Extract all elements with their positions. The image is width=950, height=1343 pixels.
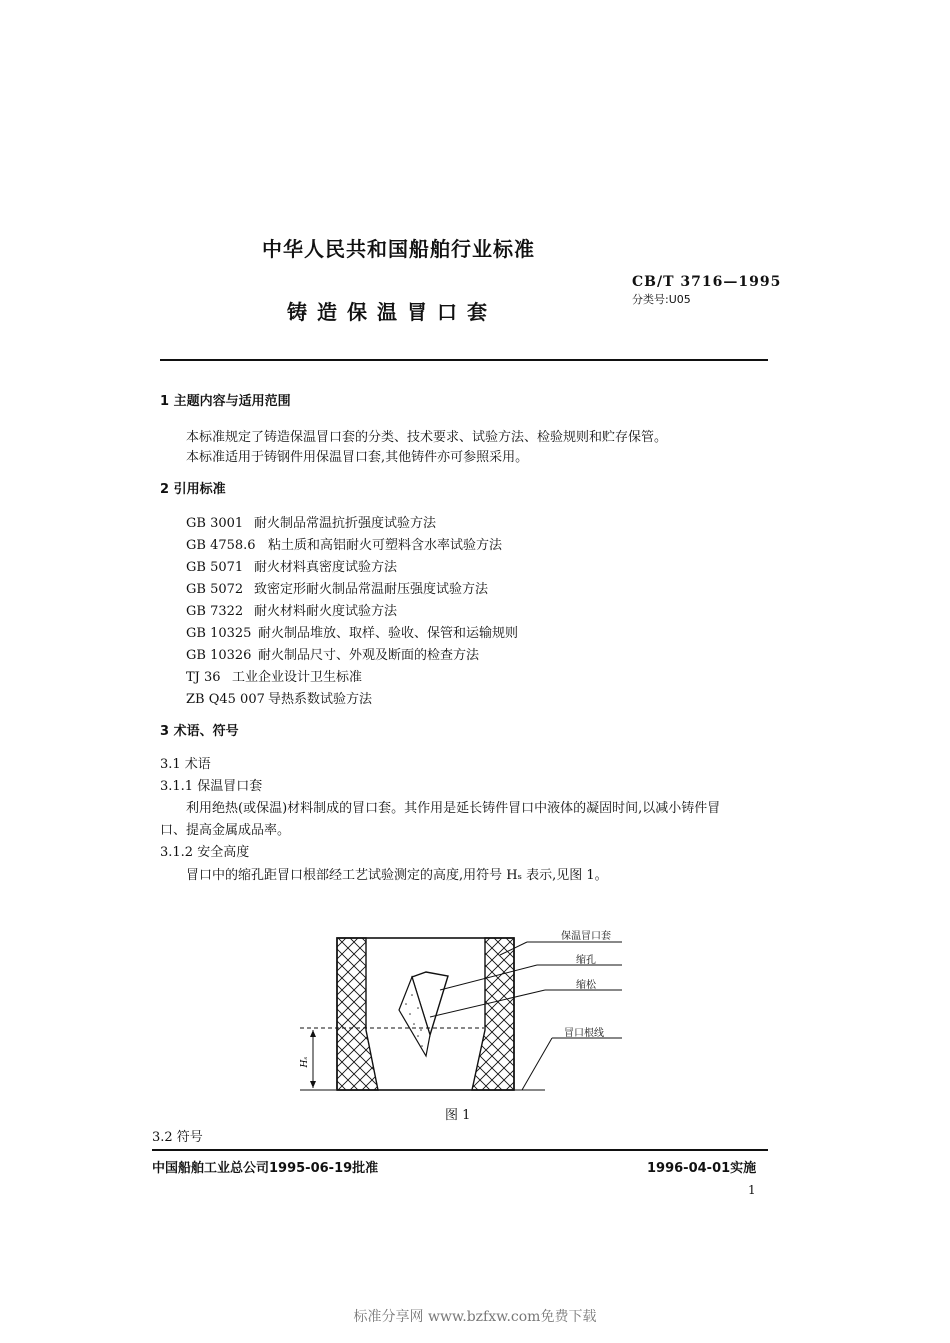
section-3-heading: 3 术语、符号	[160, 724, 239, 739]
label-riser-root-line: 冒口根线	[564, 1028, 604, 1039]
ref-item	[186, 512, 436, 531]
ref-title: 耐火制品堆放、取样、验收、保管和运输规则	[258, 626, 519, 641]
label-shrink-cavity: 缩孔	[576, 955, 596, 966]
ref-code: GB 3001	[186, 516, 244, 531]
dim-label-hs: Hₛ	[300, 1056, 310, 1068]
ref-item	[186, 534, 502, 553]
ref-code: TJ 36	[186, 670, 221, 685]
page-number: 1	[748, 1183, 756, 1197]
footer-rule	[152, 1149, 768, 1151]
section-3-1-1-paragraph-line-2: 口、提高金属成品率。	[160, 823, 291, 838]
ref-item	[186, 600, 397, 619]
ref-title: 耐火材料耐火度试验方法	[254, 604, 398, 619]
section-3-2-heading: 3.2 符号	[152, 1130, 203, 1145]
header-rule	[160, 359, 768, 361]
ref-code: GB 5071	[186, 560, 244, 575]
watermark-text: 标准分享网 www.bzfxw.com免费下载	[353, 1309, 597, 1325]
section-2-heading: 2 引用标准	[160, 482, 226, 497]
ref-code: GB 10325	[186, 626, 252, 641]
label-insulating-sleeve: 保温冒口套	[561, 931, 611, 942]
section-3-1-2-paragraph: 冒口中的缩孔距冒口根部经工艺试验测定的高度,用符号 Hₛ 表示,见图 1。	[186, 868, 608, 883]
figure-caption: 图 1	[445, 1108, 471, 1123]
standard-code: CB/T 3716—1995	[632, 274, 782, 290]
ref-title: 粘土质和高铝耐火可塑料含水率试验方法	[268, 538, 503, 553]
ref-code: GB 4758.6	[186, 538, 256, 553]
ref-title: 导热系数试验方法	[268, 692, 373, 707]
effective-date: 1996-04-01实施	[647, 1161, 757, 1176]
ref-code: GB 5072	[186, 582, 244, 597]
section-3-1-2-heading: 3.1.2 安全高度	[160, 845, 250, 860]
section-1-paragraph-2: 本标准适用于铸钢件用保温冒口套,其他铸件亦可参照采用。	[186, 450, 529, 465]
ref-code: GB 7322	[186, 604, 244, 619]
section-1-paragraph-1: 本标准规定了铸造保温冒口套的分类、技术要求、试验方法、检验规则和贮存保管。	[186, 430, 668, 445]
ref-item	[186, 644, 479, 663]
section-3-1-1-paragraph-line-1: 利用绝热(或保温)材料制成的冒口套。其作用是延长铸件冒口中液体的凝固时间,以减小铸件冒	[186, 801, 721, 816]
label-porosity: 缩松	[576, 980, 596, 991]
section-3-1-heading: 3.1 术语	[160, 757, 211, 772]
ref-title: 致密定形耐火制品常温耐压强度试验方法	[254, 582, 489, 597]
ref-title: 工业企业设计卫生标准	[232, 670, 363, 685]
ref-title: 耐火制品常温抗折强度试验方法	[254, 516, 437, 531]
ref-item	[186, 666, 362, 685]
org-title: 中华人民共和国船舶行业标准	[262, 237, 535, 261]
ref-item	[186, 556, 397, 575]
figure-1-diagram	[290, 920, 640, 1105]
ref-title: 耐火制品尺寸、外观及断面的检查方法	[258, 648, 480, 663]
ref-code: ZB Q45 007	[186, 692, 265, 707]
ref-item	[186, 622, 518, 641]
approval-info: 中国船舶工业总公司1995-06-19批准	[152, 1161, 379, 1176]
ref-title: 耐火材料真密度试验方法	[254, 560, 398, 575]
ref-code: GB 10326	[186, 648, 252, 663]
ref-item	[186, 578, 488, 597]
section-1-heading: 1 主题内容与适用范围	[160, 394, 291, 409]
standard-title: 铸造保温冒口套	[287, 300, 497, 324]
classification-number: 分类号:U05	[632, 293, 691, 306]
ref-item	[186, 688, 372, 707]
section-3-1-1-heading: 3.1.1 保温冒口套	[160, 779, 263, 794]
